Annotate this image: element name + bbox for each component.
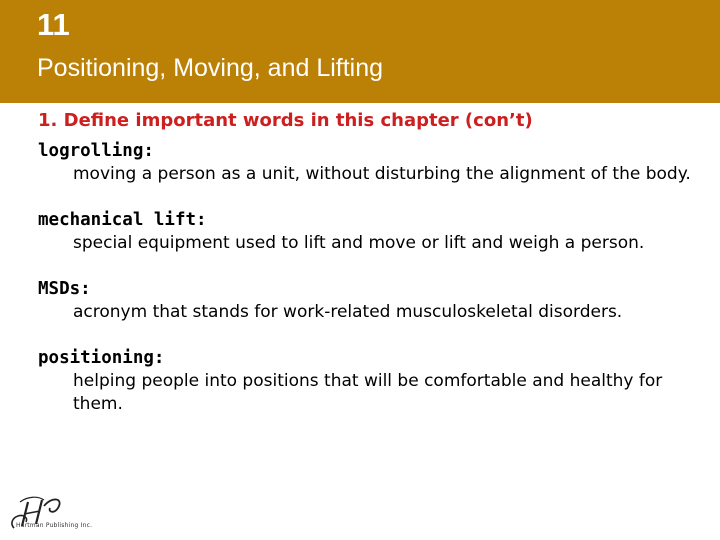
chapter-title: Positioning, Moving, and Lifting xyxy=(37,54,384,82)
chapter-header xyxy=(0,0,720,103)
slide-subtitle: 1. Define important words in this chapter (con’t) xyxy=(38,110,533,131)
definition-text: acronym that stands for work-related musculoskeletal disorders. xyxy=(73,302,623,322)
definition-item xyxy=(38,209,698,255)
definition-term: mechanical lift: xyxy=(38,210,207,230)
definition-text: special equipment used to lift and move or lift and weigh a person. xyxy=(73,233,645,253)
definition-text: moving a person as a unit, without disturbing the alignment of the body. xyxy=(73,164,691,184)
definition-term: logrolling: xyxy=(38,141,154,161)
definition-text: helping people into positions that will be comfortable and healthy for them. xyxy=(73,371,663,414)
definition-item xyxy=(38,347,698,416)
definition-term: MSDs: xyxy=(38,279,91,299)
definitions-list xyxy=(38,140,698,416)
definition-item xyxy=(38,140,698,186)
definition-item xyxy=(38,278,698,324)
chapter-number: 11 xyxy=(37,7,70,42)
definition-term: positioning: xyxy=(38,348,165,368)
publisher-name: Hartman Publishing Inc. xyxy=(16,522,93,529)
